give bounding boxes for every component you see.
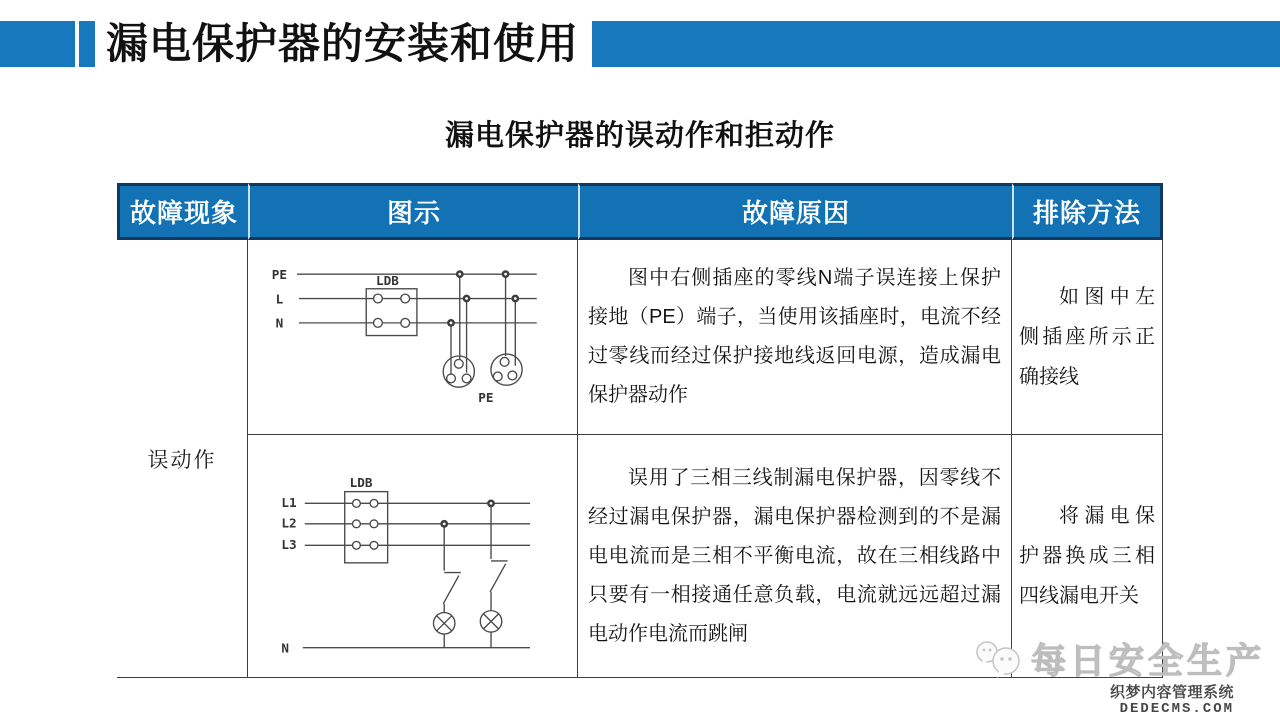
diagram2-label-l2: L2 [280, 515, 297, 531]
wechat-icon [973, 637, 1025, 681]
header-remedy: 排除方法 [1012, 183, 1163, 240]
cell-diagram-row2 [248, 435, 578, 678]
header-fault-phenomenon: 故障现象 [117, 183, 248, 240]
cms-credit-name: 织梦内容管理系统 [1109, 684, 1234, 701]
cell-cause-row2 [578, 435, 1012, 678]
diagram1-label-pe: PE [271, 267, 287, 283]
diagram2-label-l1: L1 [280, 494, 297, 510]
remedy-text-row1: 如图中左侧插座所示正确接线 [1019, 286, 1155, 388]
diagram2-label-n: N [280, 640, 289, 656]
diagram2-label-ldb: LDB [349, 474, 372, 490]
remedy-text-row2: 将漏电保护器换成三相四线漏电开关 [1019, 505, 1155, 607]
cell-fault-type: 误动作 [117, 240, 248, 678]
watermark [973, 634, 1265, 684]
watermark-text: 每日安全生产 [1031, 642, 1266, 681]
cms-credit-domain: DEDECMS.COM [1119, 701, 1234, 717]
title-accent-tick [79, 21, 95, 67]
cell-cause-row1 [578, 240, 1012, 435]
diagram1-label-l: L [275, 291, 283, 307]
cms-credit [1110, 685, 1234, 717]
header-diagram: 图示 [248, 183, 578, 240]
cell-remedy-row1 [1012, 240, 1163, 435]
section-subtitle: 漏电保护器的误动作和拒动作 [444, 120, 835, 152]
fault-table [117, 183, 1163, 678]
header-fault-cause: 故障原因 [578, 183, 1012, 240]
diagram1-label-socket-pe: PE [477, 389, 494, 405]
cause-text-row1: 图中右侧插座的零线N端子误连接上保护接地（PE）端子，当使用该插座时，电流不经过零线而经过保护接地线返回电源，造成漏电保护器动作 [588, 267, 1001, 406]
page-title: 漏电保护器的安装和使用 [106, 20, 580, 67]
cause-text-row2: 误用了三相三线制漏电保护器，因零线不经过漏电保护器，漏电保护器检测到的不是漏电电流而是三相不平衡电流，故在三相线路中只要有一相接通任意负载，电流就远远超过漏电动作电流而跳闸 [588, 466, 1001, 645]
title-accent-bar [592, 21, 1280, 67]
cell-diagram-row1 [248, 240, 578, 435]
wiring-diagram-socket-pe [252, 242, 574, 432]
diagram1-label-n: N [275, 315, 283, 331]
diagram1-label-ldb: LDB [375, 272, 399, 288]
wiring-diagram-three-phase [252, 438, 574, 675]
diagram2-label-l3: L3 [280, 536, 297, 552]
title-accent-block [0, 21, 75, 67]
